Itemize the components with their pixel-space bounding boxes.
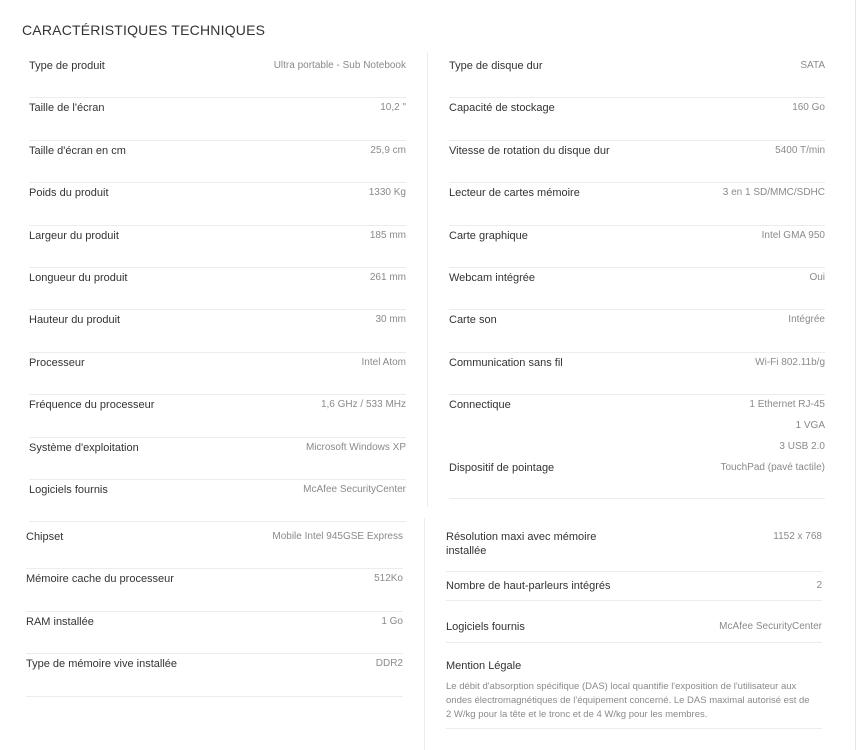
spec-row	[449, 56, 825, 98]
spec-row	[26, 654, 403, 696]
spec-row	[29, 268, 406, 310]
spec-label: Vitesse de rotation du disque dur	[449, 144, 610, 157]
spec-row	[446, 572, 822, 601]
spec-row	[29, 353, 406, 395]
spec-row	[26, 569, 403, 611]
spec-label: Chipset	[26, 531, 64, 543]
specs-column-right-bottom	[446, 527, 822, 729]
column-divider-top	[427, 52, 428, 507]
spec-value: 1,6 GHz / 533 MHz	[320, 399, 406, 411]
spec-value: 3 en 1 SD/MMC/SDHC	[722, 187, 825, 199]
spec-label: Type de produit	[29, 60, 105, 72]
spec-value: Ultra portable - Sub Notebook	[273, 60, 406, 71]
spec-value: 261 mm	[369, 271, 406, 283]
spec-value: 10,2 "	[380, 102, 406, 114]
spec-label: Hauteur du produit	[29, 314, 121, 327]
spec-row	[29, 480, 406, 522]
spec-value: 1330 Kg	[368, 187, 406, 199]
spec-label: Carte son	[449, 314, 497, 327]
spec-value: Intel GMA 950	[761, 229, 825, 241]
spec-label: Largeur du produit	[29, 229, 119, 242]
spec-value: Microsoft Windows XP	[305, 441, 406, 453]
spec-label: Résolution maxi avec mémoire installée	[446, 531, 597, 557]
spec-value: 30 mm	[375, 314, 406, 326]
spec-value: 512Ko	[374, 573, 403, 585]
spec-value: DDR2	[375, 658, 403, 670]
spec-label: Connectique	[449, 399, 511, 412]
legal-title: Mention Légale	[446, 660, 522, 672]
spec-label: Lecteur de cartes mémoire	[449, 187, 580, 200]
spec-value: Mobile Intel 945GSE Express	[272, 531, 403, 542]
spec-label: Webcam intégrée	[449, 271, 536, 284]
spec-label: Système d'exploitation	[29, 441, 139, 454]
spec-value: Wi-Fi 802.11b/g	[755, 356, 825, 368]
legal-notice	[446, 643, 822, 729]
spec-label: RAM installée	[26, 615, 94, 628]
spec-row	[29, 226, 406, 268]
spec-row	[449, 183, 825, 225]
spec-label: Dispositif de pointage	[449, 462, 555, 475]
spec-label: Logiciels fournis	[446, 621, 525, 633]
spec-row	[446, 527, 822, 572]
spec-label: Type de disque dur	[449, 60, 543, 72]
spec-value: 160 Go	[792, 102, 825, 114]
spec-value: McAfee SecurityCenter	[719, 621, 822, 632]
spec-label: Logiciels fournis	[29, 483, 108, 496]
spec-label: Carte graphique	[449, 229, 528, 242]
column-divider-bottom	[424, 518, 425, 750]
spec-row	[29, 98, 406, 140]
spec-row-connectique	[449, 395, 825, 461]
spec-value-list	[749, 394, 825, 457]
spec-row	[29, 438, 406, 480]
spec-row	[29, 183, 406, 225]
spec-row	[449, 310, 825, 352]
page-title: CARACTÉRISTIQUES TECHNIQUES	[22, 22, 266, 38]
spec-row	[446, 601, 822, 643]
spec-row	[449, 353, 825, 395]
spec-value: 185 mm	[369, 229, 406, 241]
spec-row	[449, 268, 825, 310]
spec-value: 25,9 cm	[370, 144, 406, 156]
spec-value: Intel Atom	[361, 356, 406, 368]
spec-label: Taille d'écran en cm	[29, 144, 126, 157]
spec-row-pointage	[449, 461, 825, 499]
spec-row	[449, 226, 825, 268]
spec-value: 5400 T/min	[775, 144, 825, 156]
specs-column-left-bottom	[26, 527, 403, 697]
spec-value: 1 Go	[381, 615, 403, 627]
spec-row	[26, 527, 403, 569]
spec-value: 2	[816, 580, 822, 591]
spec-row	[29, 310, 406, 352]
spec-label: Nombre de haut-parleurs intégrés	[446, 580, 611, 592]
spec-value: Oui	[809, 271, 825, 283]
spec-value: SATA	[800, 60, 825, 71]
legal-text: Le débit d'absorption spécifique (DAS) local quantifie l'exposition de l'utilisateur aux ondes électromagnétiques de l'équipement concerné. Le DAS maximal autorisé est de 2 W/kg pour la tête et le tronc et de 4 W/kg pour les membres.	[446, 681, 810, 720]
spec-label: Type de mémoire vive installée	[26, 658, 178, 671]
spec-value: 1 Ethernet RJ-45	[749, 399, 825, 411]
spec-value: 1 VGA	[795, 420, 825, 432]
specs-column-left-top	[29, 56, 406, 522]
spec-label: Poids du produit	[29, 187, 109, 200]
spec-row	[26, 612, 403, 654]
spec-label: Longueur du produit	[29, 271, 128, 284]
spec-row	[29, 56, 406, 98]
spec-label: Fréquence du processeur	[29, 399, 155, 412]
spec-row	[449, 141, 825, 183]
spec-label: Processeur	[29, 356, 85, 369]
spec-label: Capacité de stockage	[449, 102, 555, 115]
spec-row	[29, 395, 406, 437]
spec-row	[29, 141, 406, 183]
spec-row	[449, 98, 825, 140]
spec-value: TouchPad (pavé tactile)	[720, 462, 825, 474]
spec-value: McAfee SecurityCenter	[303, 483, 406, 495]
spec-label: Communication sans fil	[449, 356, 563, 369]
spec-label: Taille de l'écran	[29, 102, 105, 115]
specs-column-right-top	[449, 56, 825, 499]
spec-label: Mémoire cache du processeur	[26, 573, 174, 586]
spec-value: Intégrée	[788, 314, 825, 326]
spec-value: 1152 x 768	[773, 531, 822, 542]
spec-value: 3 USB 2.0	[779, 441, 825, 453]
